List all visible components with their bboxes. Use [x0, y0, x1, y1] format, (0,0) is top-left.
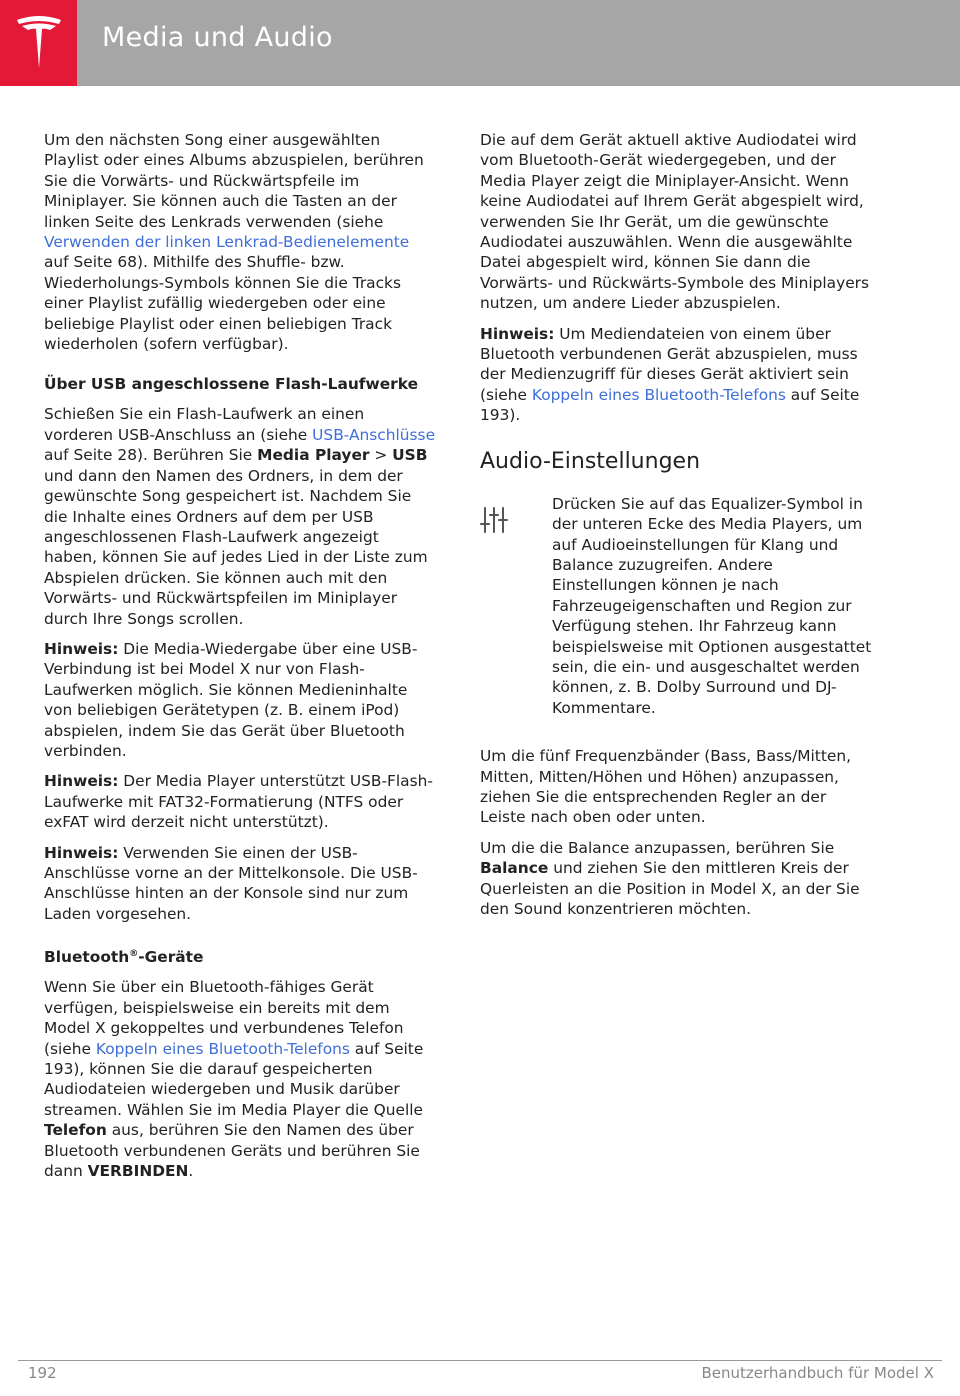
equalizer-icon: [480, 494, 552, 718]
link-usb-ports[interactable]: USB-Anschlüsse: [312, 425, 436, 444]
heading-audio-settings: Audio-Einstellungen: [480, 448, 701, 474]
equalizer-info: [480, 494, 876, 718]
footer-divider: [18, 1360, 942, 1361]
right-column: [480, 130, 876, 929]
paragraph-bluetooth-playback: Die auf dem Gerät aktuell aktive Audiodatei wird vom Bluetooth-Gerät wiedergegeben, und der Media Player zeigt die Miniplayer-Ansicht. Wenn keine Audiodatei auf Ihrem Gerät abgespielt wird, verwenden Sie Ihr Gerät, um die gewünschte Audiodatei auszuwählen. Wenn die ausgewählte Datei abgespielt wird, können Sie dann die Vorwärts- und Rückwärts-Symbole des Miniplayers nutzen, um andere Lieder abzuspielen.: [480, 131, 870, 313]
note-usb-3: Hinweis: Verwenden Sie einen der USB-Anschlüsse vorne an der Mittelkonsole. Die USB-Anschlüsse hinten an der Konsole sind nur zum Laden vorgesehen.: [44, 843, 418, 923]
note-usb-1: Hinweis: Die Media-Wiedergabe über eine USB-Verbindung ist bei Model X nur von Flash-Laufwerken möglich. Sie können Medieninhalte von beliebigen Gerätetypen (z. B. einem iPod) abspielen, indem Sie das Gerät über Bluetooth verbinden.: [44, 639, 418, 760]
footer-title: Benutzerhandbuch für Model X: [701, 1364, 934, 1382]
paragraph-usb: Schießen Sie ein Flash-Laufwerk an einen vorderen USB-Anschluss an (siehe USB-Anschlüsse auf Seite 28). Berühren Sie Media Player > USB und dann den Namen des Ordners, in dem der gewünschte Song gespeichert ist. Nachdem Sie die Inhalte eines Ordners auf dem per USB angeschlossenen Flash-Laufwerk angezeigt haben, können Sie auf jedes Lied in der Liste zum Abspielen drücken. Sie können auch mit den Vorwärts- und Rückwärtspfeilen im Miniplayer durch Ihre Songs scrollen.: [44, 405, 436, 628]
tesla-logo-icon: [14, 14, 64, 70]
heading-usb: Über USB angeschlossene Flash-Laufwerke: [44, 375, 419, 394]
left-column: [44, 130, 436, 1191]
note-media-access: Hinweis: Um Mediendateien von einem über Bluetooth verbundenen Gerät abzuspielen, muss der Medienzugriff für dieses Gerät aktiviert sein (siehe Koppeln eines Bluetooth-Telefons auf Seite 193).: [480, 324, 860, 425]
heading-bluetooth: Bluetooth®-Geräte: [44, 948, 204, 967]
paragraph-frequency-bands: Um die fünf Frequenzbänder (Bass, Bass/Mitten, Mitten, Mitten/Höhen und Höhen) anzupassen, ziehen Sie die entsprechenden Regler an der Leiste nach oben oder unten.: [480, 747, 851, 827]
note-usb-2: Hinweis: Der Media Player unterstützt USB-Flash-Laufwerke mit FAT32-Formatierung (NTFS oder exFAT wird derzeit nicht unterstützt).: [44, 772, 433, 832]
link-pair-phone[interactable]: Koppeln eines Bluetooth-Telefons: [95, 1039, 350, 1058]
link-steering-controls[interactable]: Verwenden der linken Lenkrad-Bedienelemente: [44, 233, 410, 252]
page-header: [0, 0, 960, 86]
link-pair-phone-2[interactable]: Koppeln eines Bluetooth-Telefons: [531, 385, 786, 404]
equalizer-text: Drücken Sie auf das Equalizer-Symbol in der unteren Ecke des Media Players, um auf Audioeinstellungen für Klang und Balance zuzugreifen. Andere Einstellungen können je nach Fahrzeugeigenschaften und Region zur Verfügung stehen. Ihr Fahrzeug kann beispielsweise mit Optionen ausgestattet sein, die ein- und ausgeschaltet werden können, z. B. Dolby Surround und DJ-Kommentare.: [552, 494, 872, 717]
tesla-logo: [0, 0, 77, 86]
paragraph-balance: Um die die Balance anzupassen, berühren Sie Balance und ziehen Sie den mittleren Kreis der Querleisten an die Position in Model X, an der Sie den Sound konzentrieren möchten.: [480, 838, 860, 918]
page-title: Media und Audio: [102, 22, 333, 53]
paragraph-next-song: Um den nächsten Song einer ausgewählten Playlist oder eines Albums abzuspielen, berühren Sie die Vorwärts- und Rückwärtspfeile im Miniplayer. Sie können auch die Tasten an der linken Seite des Lenkrads verwenden (siehe Verwenden der linken Lenkrad-Bedienelemente auf Seite 68). Mithilfe des Shuffle- bzw. Wiederholungs-Symbols können Sie die Tracks einer Playlist zufällig wiedergeben oder eine beliebige Playlist oder einen beliebigen Track wiederholen (sofern verfügbar).: [44, 131, 424, 354]
paragraph-bluetooth: Wenn Sie über ein Bluetooth-fähiges Gerät verfügen, beispielsweise ein bereits mit dem Model X gekoppeltes und verbundenes Telefon (siehe Koppeln eines Bluetooth-Telefons auf Seite 193), können Sie die darauf gespeicherten Audiodateien wiedergeben und Musik darüber streamen. Wählen Sie im Media Player die Quelle Telefon aus, berühren Sie den Namen des über Bluetooth verbundenen Geräts und berühren Sie dann VERBINDEN.: [44, 978, 424, 1180]
page-number: 192: [28, 1364, 57, 1382]
